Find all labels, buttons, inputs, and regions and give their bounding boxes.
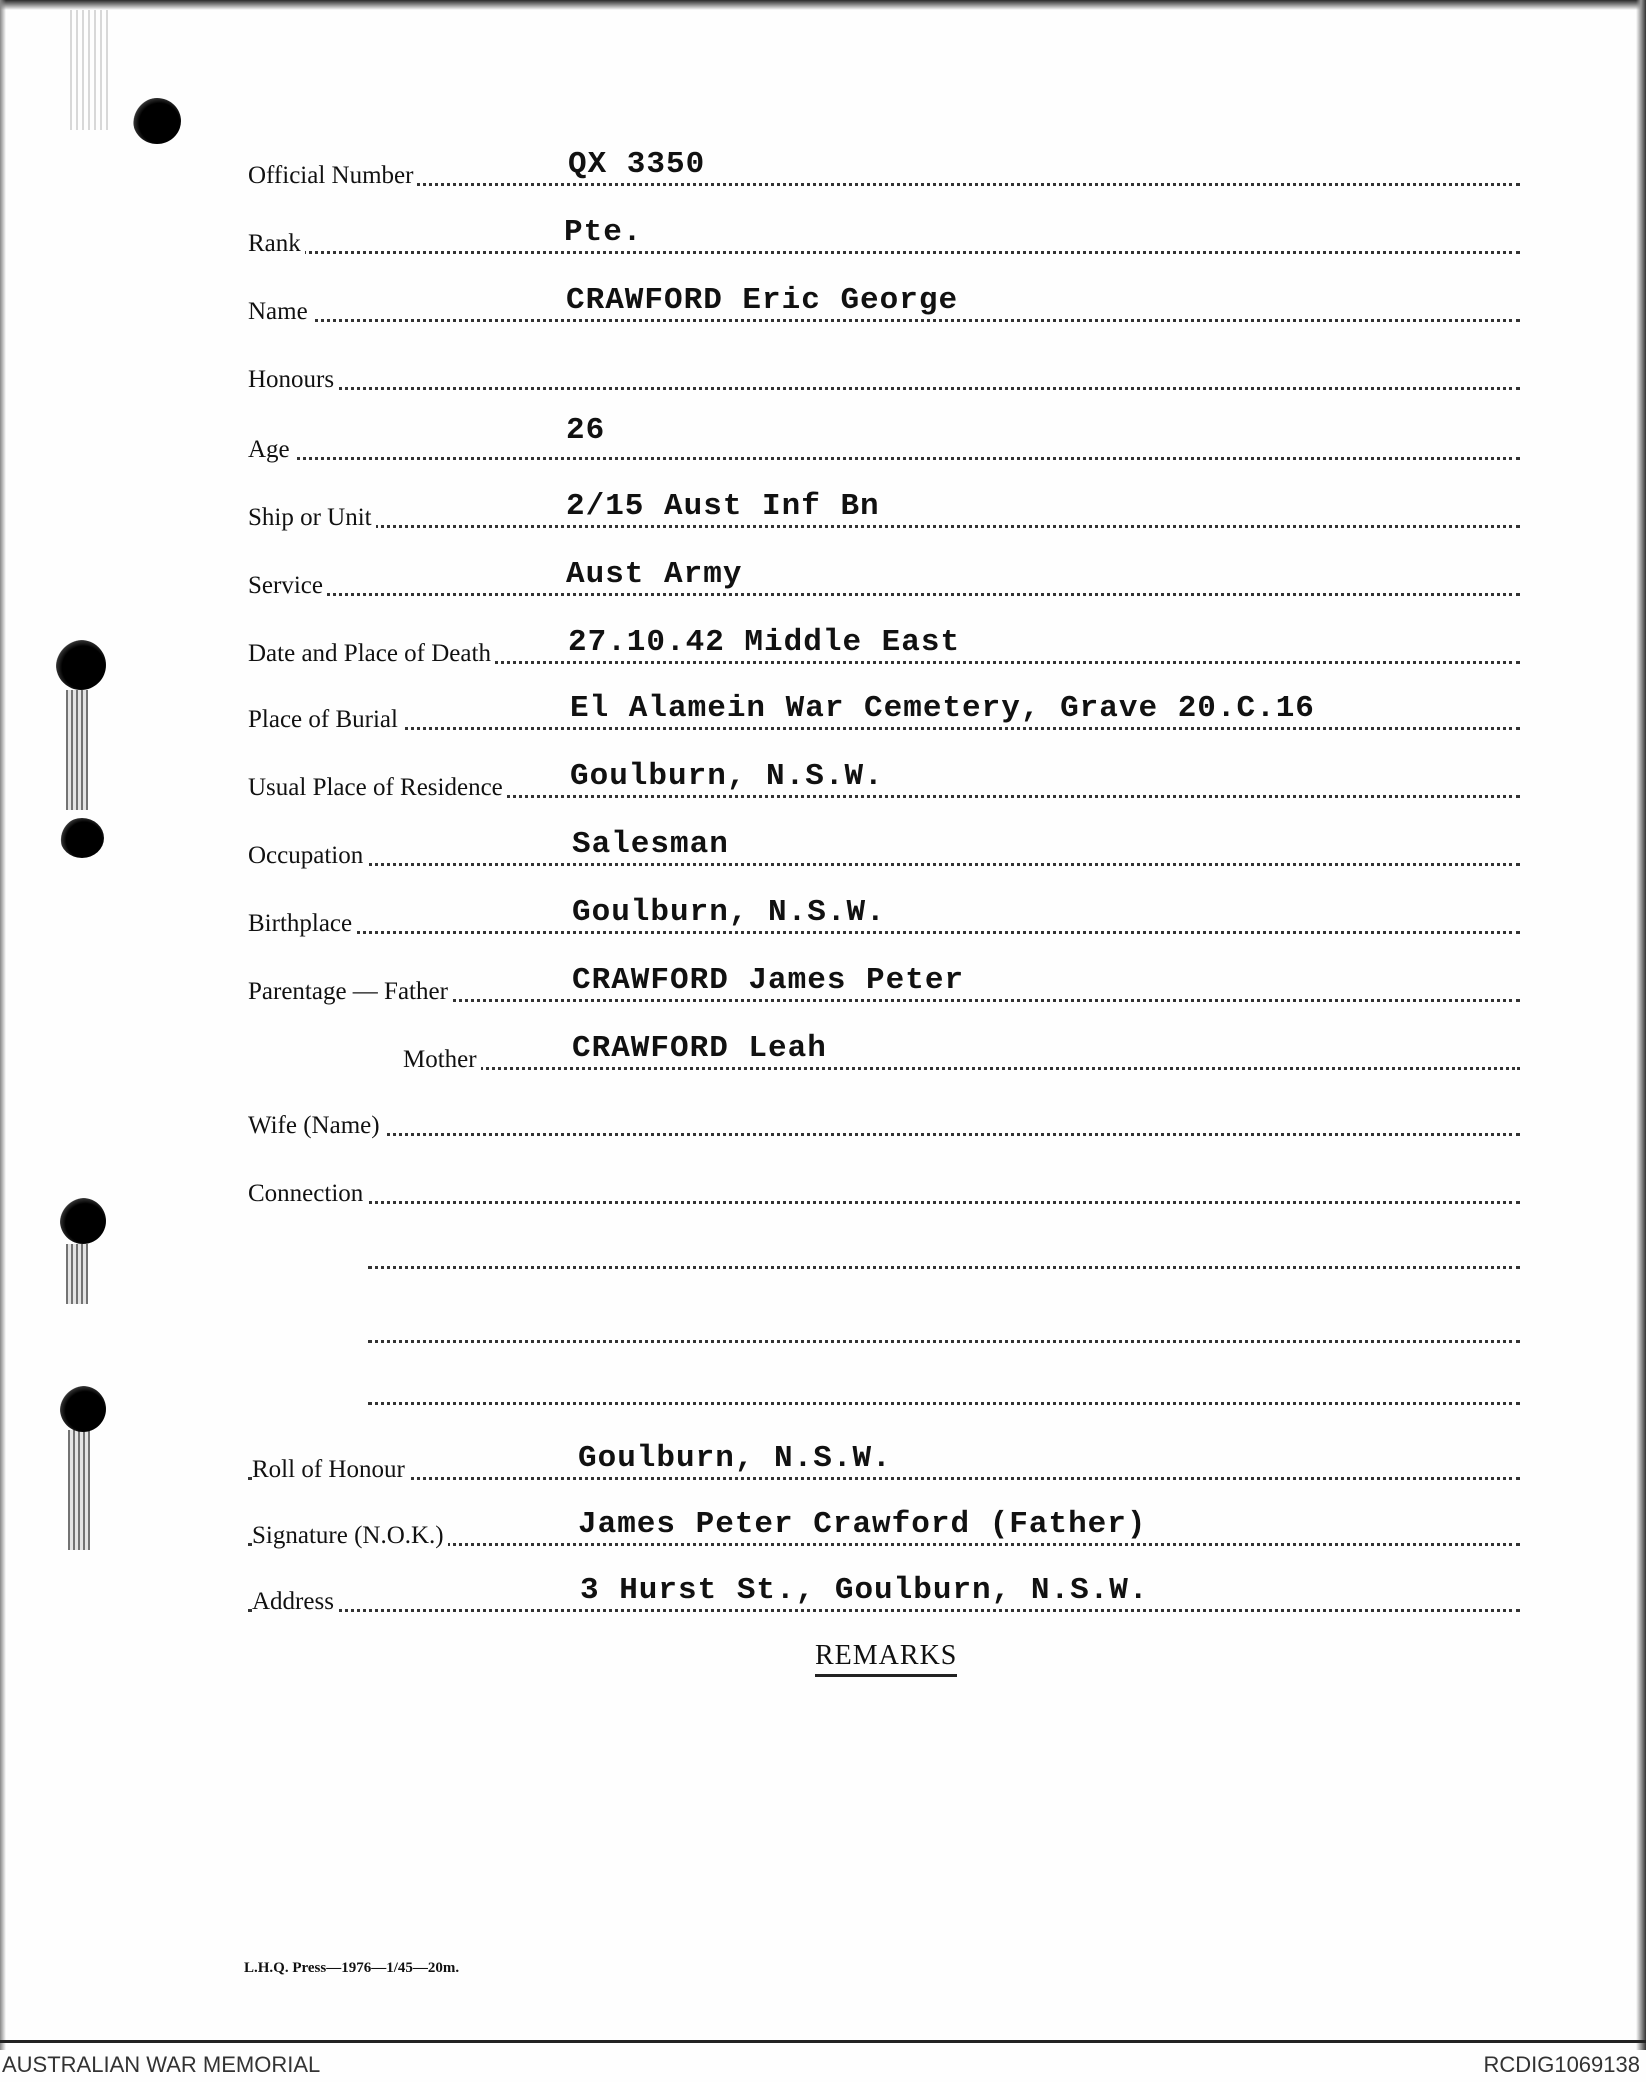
dotted-line xyxy=(248,387,1520,390)
dotted-line xyxy=(248,251,1520,254)
scan-edge-left xyxy=(0,0,6,2050)
wife-label: Wife (Name) xyxy=(248,1112,384,1140)
punch-hole-streak xyxy=(68,1430,90,1550)
connection-label: Connection xyxy=(248,1180,367,1208)
occupation-value: Salesman xyxy=(572,827,729,862)
field-age xyxy=(248,413,1520,466)
age-label: Age xyxy=(248,436,294,464)
dotted-line xyxy=(248,1201,1520,1204)
dotted-line xyxy=(403,1067,1520,1070)
punch-hole-streak xyxy=(66,1244,88,1304)
occupation-label: Occupation xyxy=(248,842,367,870)
dotted-line xyxy=(248,863,1520,866)
signature-label: Signature (N.O.K.) xyxy=(252,1522,448,1550)
usual-residence-value: Goulburn, N.S.W. xyxy=(570,759,884,794)
connection-line-2 xyxy=(368,1262,1520,1269)
scan-edge-bottom xyxy=(0,2040,1646,2043)
dotted-line xyxy=(248,1609,1520,1612)
dotted-line xyxy=(248,183,1520,186)
honours-label: Honours xyxy=(248,366,338,394)
mother-value: CRAWFORD Leah xyxy=(572,1031,827,1066)
roll-of-honour-label: Roll of Honour xyxy=(252,1456,409,1484)
field-signature xyxy=(248,1502,1520,1552)
scan-edge-top xyxy=(0,0,1646,10)
date-place-death-label: Date and Place of Death xyxy=(248,640,495,668)
ship-or-unit-label: Ship or Unit xyxy=(248,504,376,532)
place-of-burial-value: El Alamein War Cemetery, Grave 20.C.16 xyxy=(570,691,1315,726)
scan-smudge xyxy=(70,10,110,130)
dotted-line xyxy=(248,727,1520,730)
service-value: Aust Army xyxy=(566,557,743,592)
field-usual-residence xyxy=(248,754,1520,804)
roll-of-honour-value: Goulburn, N.S.W. xyxy=(578,1441,892,1476)
field-roll-of-honour xyxy=(248,1436,1520,1486)
official-number-label: Official Number xyxy=(248,162,417,190)
official-number-value: QX 3350 xyxy=(568,147,706,182)
reference-footer: RCDIG1069138 xyxy=(1483,2052,1640,2077)
ship-or-unit-value: 2/15 Aust Inf Bn xyxy=(566,489,880,524)
name-label: Name xyxy=(248,298,312,326)
name-value: CRAWFORD Eric George xyxy=(566,283,959,318)
punch-hole xyxy=(133,98,181,144)
date-place-death-value: 27.10.42 Middle East xyxy=(568,625,961,660)
father-value: CRAWFORD James Peter xyxy=(572,963,965,998)
field-name xyxy=(248,278,1520,328)
remarks-heading: REMARKS xyxy=(815,1640,957,1677)
dotted-line xyxy=(248,319,1520,322)
printer-mark: L.H.Q. Press—1976—1/45—20m. xyxy=(244,1960,460,1976)
field-ship-or-unit xyxy=(248,484,1520,534)
dotted-line xyxy=(248,1133,1520,1136)
field-wife xyxy=(248,1092,1520,1142)
archive-footer: AUSTRALIAN WAR MEMORIAL xyxy=(2,2052,321,2077)
field-place-of-burial xyxy=(248,686,1520,736)
field-date-place-death xyxy=(248,620,1520,670)
rank-label: Rank xyxy=(248,230,305,258)
field-rank xyxy=(248,210,1520,260)
field-birthplace xyxy=(248,890,1520,940)
field-address xyxy=(248,1568,1520,1618)
age-value: 26 xyxy=(566,413,606,448)
field-honours xyxy=(248,346,1520,396)
father-label: Parentage — Father xyxy=(248,978,452,1006)
dotted-line xyxy=(248,1477,1520,1480)
birthplace-value: Goulburn, N.S.W. xyxy=(572,895,886,930)
service-label: Service xyxy=(248,572,327,600)
field-official-number xyxy=(248,142,1520,192)
address-value: 3 Hurst St., Goulburn, N.S.W. xyxy=(580,1573,1149,1608)
scan-edge-right xyxy=(1636,0,1646,2050)
field-service xyxy=(248,552,1520,602)
birthplace-label: Birthplace xyxy=(248,910,356,938)
dotted-line xyxy=(248,525,1520,528)
place-of-burial-label: Place of Burial xyxy=(248,706,402,734)
punch-hole xyxy=(60,1198,106,1244)
field-connection xyxy=(248,1160,1520,1210)
field-occupation xyxy=(248,822,1520,872)
address-label: Address xyxy=(252,1588,338,1616)
field-father xyxy=(248,958,1520,1008)
punch-hole-streak xyxy=(66,690,88,810)
connection-line-3 xyxy=(368,1336,1520,1343)
rank-value: Pte. xyxy=(564,215,643,250)
punch-hole xyxy=(56,640,106,690)
connection-line-4 xyxy=(368,1398,1520,1405)
dotted-line xyxy=(248,931,1520,934)
signature-value: James Peter Crawford (Father) xyxy=(578,1507,1147,1542)
dotted-line xyxy=(248,457,1520,460)
usual-residence-label: Usual Place of Residence xyxy=(248,774,507,802)
punch-hole xyxy=(60,818,104,858)
field-mother xyxy=(248,1026,1520,1076)
dotted-line xyxy=(248,593,1520,596)
punch-hole xyxy=(60,1386,106,1432)
mother-label: Mother xyxy=(403,1046,481,1074)
